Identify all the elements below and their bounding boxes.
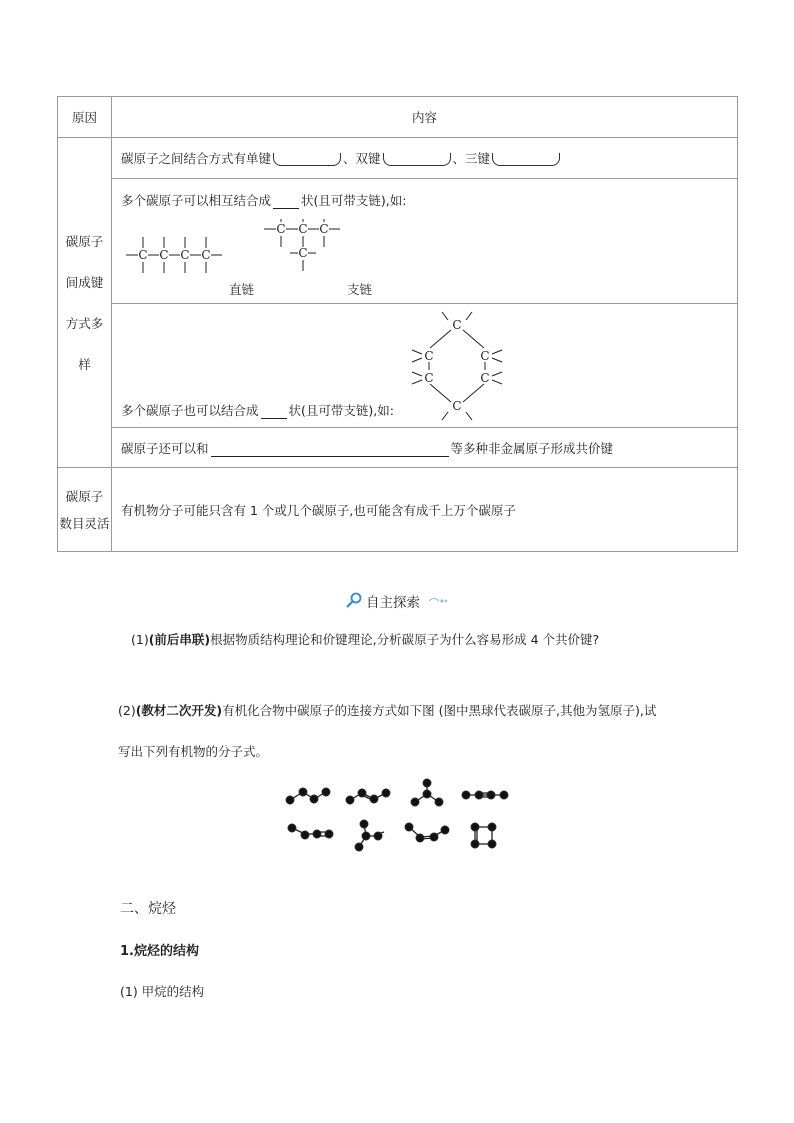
content-table (57, 96, 738, 552)
blank-ring[interactable] (261, 404, 287, 419)
ring-structure-diagram (402, 310, 512, 420)
svg-text:C: C (201, 248, 211, 262)
svg-text:C: C (298, 222, 308, 236)
heading-alkanes: 二、烷烃 (120, 901, 176, 917)
molecule-model-6 (355, 820, 384, 851)
svg-text:C: C (452, 318, 462, 332)
molecule-model-5 (288, 824, 333, 839)
question-2-line2: 写出下列有机物的分子式。 (118, 744, 269, 759)
svg-text:C: C (480, 371, 490, 385)
question-2: (2)(教材二次开发)有机化合物中碳原子的连接方式如下图 (图中黑球代表碳原子,其他为氢原子),试 (118, 703, 657, 718)
svg-text:C: C (319, 222, 329, 236)
molecule-model-4 (462, 791, 508, 799)
blank-double-bond[interactable] (383, 153, 451, 166)
question-1: (1)(前后串联)根据物质结构理论和价键理论,分析碳原子为什么容易形成 4 个共价键? (131, 632, 600, 647)
blank-triple-bond[interactable] (492, 153, 560, 166)
svg-text:C: C (180, 248, 190, 262)
section-self-explore: 自主探索 (345, 591, 445, 609)
molecule-model-3 (411, 779, 443, 806)
row-carbon-count: 有机物分子可能只含有 1 个或几个碳原子,也可能含有成千上万个碳原子 (112, 468, 738, 552)
svg-text:C: C (138, 248, 148, 262)
heading-alkane-structure: 1.烷烃的结构 (120, 944, 199, 959)
svg-text:C: C (480, 349, 490, 363)
blank-chain[interactable] (273, 194, 299, 209)
heading-methane-structure: (1) 甲烷的结构 (120, 984, 205, 999)
row-chain: 多个碳原子可以相互结合成 状(且可带支链),如: C C C C C C C C 直链 支链 (112, 179, 738, 304)
svg-text:C: C (276, 222, 286, 236)
header-reason: 原因 (58, 97, 112, 138)
molecule-model-8 (471, 823, 496, 848)
svg-text:C: C (424, 371, 434, 385)
blank-single-bond[interactable] (273, 153, 341, 166)
svg-text:C: C (424, 349, 434, 363)
row-ring: C C C C C C 多个碳原子也可以结合成 状(且可带支链),如: (112, 304, 738, 428)
svg-text:C: C (298, 246, 308, 260)
row-bond-types: 碳原子之间结合方式有单键 、双键 、三键 (112, 138, 738, 179)
row-other-atoms: 碳原子还可以和 等多种非金属原子形成共价键 (112, 428, 738, 468)
molecule-model-1 (286, 788, 330, 804)
decorative-dots-icon (429, 596, 447, 606)
ball-stick-models (282, 774, 512, 854)
reason-bonding: 碳原子 间成键 方式多 样 (58, 138, 112, 468)
svg-text:C: C (159, 248, 169, 262)
label-straight-chain: 直链 (229, 282, 255, 297)
molecule-model-7 (405, 823, 449, 842)
svg-text:C: C (452, 399, 462, 413)
reason-carbon-count: 碳原子 数目灵活 (58, 468, 112, 552)
molecule-model-2 (346, 789, 390, 804)
magnifier-icon (345, 592, 363, 610)
label-branched-chain: 支链 (347, 282, 373, 297)
blank-nonmetal-atoms[interactable] (211, 442, 449, 457)
header-content: 内容 (112, 97, 738, 138)
